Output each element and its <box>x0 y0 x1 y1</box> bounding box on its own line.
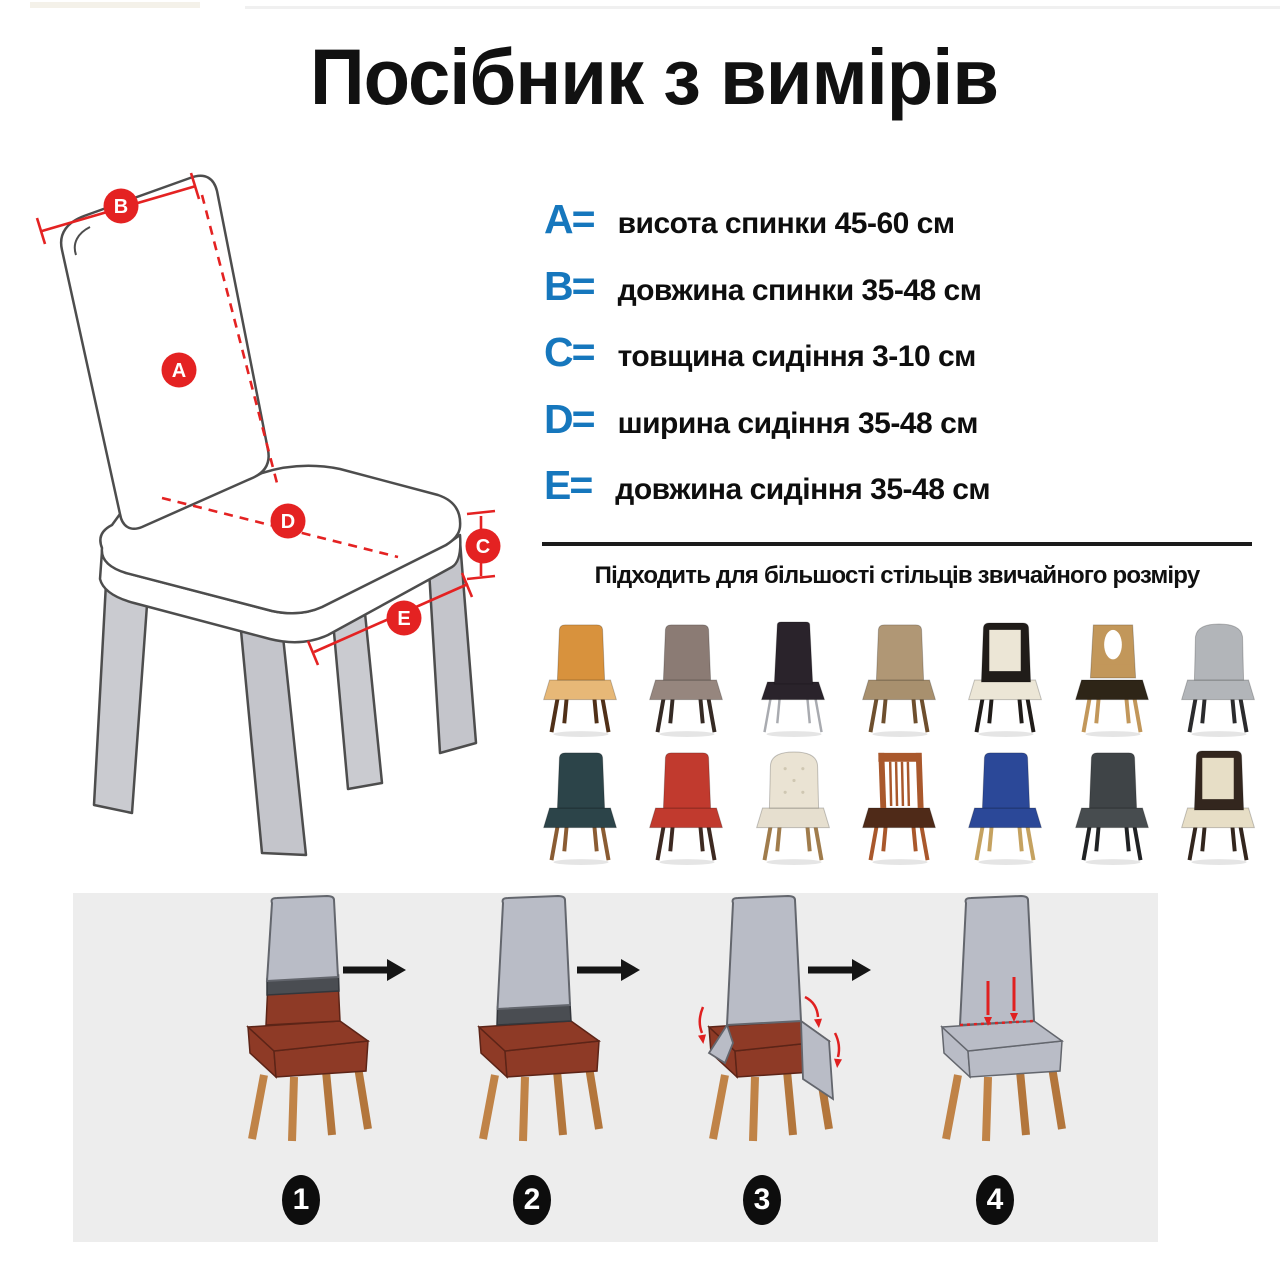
chair-leg <box>94 583 148 813</box>
gallery-chair-cream-black-frame <box>953 616 1059 744</box>
gallery-chair-espresso-cream-panel <box>1166 744 1272 872</box>
chair-photo-orange-fabric <box>535 621 627 739</box>
step-chair-4 <box>900 893 1090 1143</box>
step-number-1: 1 <box>282 1175 320 1225</box>
chair-backrest <box>61 176 269 529</box>
chair-photo-gray-fabric <box>1173 621 1265 739</box>
chair-photo-cream-black-frame <box>960 621 1052 739</box>
gallery-chair-cream-tufted <box>741 744 847 872</box>
step-number-4: 4 <box>976 1175 1014 1225</box>
marker-c <box>466 529 501 564</box>
measurement-key-d: D= <box>544 396 594 442</box>
chair-photo-oak-oval-back <box>1067 621 1159 739</box>
step-chair-2 <box>437 893 627 1143</box>
gallery-chair-gray-fabric <box>1166 616 1272 744</box>
svg-text:C: C <box>475 536 491 558</box>
top-edge-artifact <box>30 2 200 8</box>
installation-steps-panel <box>73 893 1158 1242</box>
marker-e <box>387 601 422 636</box>
chair-photo-espresso-cream-panel <box>1173 749 1265 867</box>
divider-line <box>542 542 1252 546</box>
chair-photo-taupe-fabric <box>641 621 733 739</box>
measurement-row-e <box>544 462 990 509</box>
top-edge-line <box>245 6 1280 9</box>
page-title: Посібник з вимірів <box>309 33 999 122</box>
svg-text:E: E <box>397 608 411 630</box>
chair-photo-teal-fabric <box>535 749 627 867</box>
measurement-label-e: довжина сидіння 35-48 см <box>615 473 991 506</box>
measurement-row-c <box>544 329 976 376</box>
gallery-chair-wood-slat-back <box>847 744 953 872</box>
gallery-chair-charcoal-fabric <box>1059 744 1165 872</box>
measurement-key-e: E= <box>544 462 592 508</box>
chair-photo-red-curved <box>641 749 733 867</box>
step-arrow-icon <box>806 957 872 983</box>
step-number-3: 3 <box>743 1175 781 1225</box>
measurement-key-a: A= <box>544 196 594 242</box>
chair-photo-tan-leather <box>854 621 946 739</box>
marker-d <box>271 504 306 539</box>
marker-b <box>104 189 139 224</box>
measurement-label-c: товщина сидіння 3-10 см <box>617 340 976 373</box>
gallery-chair-taupe-fabric <box>634 616 740 744</box>
step-chair-1 <box>206 893 396 1143</box>
svg-text:A: A <box>171 360 187 382</box>
svg-text:D: D <box>280 511 296 533</box>
gallery-chair-oak-oval-back <box>1059 616 1165 744</box>
gallery-chair-tan-leather <box>847 616 953 744</box>
measurement-key-c: C= <box>544 329 594 375</box>
measurement-label-a: висота спинки 45-60 см <box>617 207 955 240</box>
gallery-chair-blue-gold-frame <box>953 744 1059 872</box>
chair-leg <box>332 603 382 789</box>
gallery-chair-teal-fabric <box>528 744 634 872</box>
step-arrow-icon <box>575 957 641 983</box>
measurement-chair-diagram <box>10 155 525 870</box>
chair-gallery <box>528 616 1272 872</box>
step-arrow-icon <box>341 957 407 983</box>
gallery-chair-black-highback <box>741 616 847 744</box>
step-number-2: 2 <box>513 1175 551 1225</box>
chair-photo-cream-tufted <box>748 749 840 867</box>
gallery-row-2 <box>528 744 1272 872</box>
measurement-label-b: довжина спинки 35-48 см <box>617 274 982 307</box>
chair-photo-wood-slat-back <box>854 749 946 867</box>
measurement-label-d: ширина сидіння 35-48 см <box>617 407 978 440</box>
measurement-row-d <box>544 396 978 443</box>
chair-photo-blue-gold-frame <box>960 749 1052 867</box>
measurement-row-b <box>544 263 981 310</box>
chair-photo-black-highback <box>748 621 840 739</box>
gallery-chair-orange-fabric <box>528 616 634 744</box>
measurement-key-b: B= <box>544 263 594 309</box>
gallery-chair-red-curved <box>634 744 740 872</box>
chair-leg <box>240 620 306 855</box>
marker-a <box>162 353 197 388</box>
fit-note: Підходить для більшості стільців звичайного розміру <box>594 562 1200 589</box>
measurement-row-a <box>544 196 955 243</box>
step-chair-3 <box>667 893 857 1143</box>
gallery-row-1 <box>528 616 1272 744</box>
svg-text:B: B <box>113 196 129 218</box>
chair-photo-charcoal-fabric <box>1067 749 1159 867</box>
